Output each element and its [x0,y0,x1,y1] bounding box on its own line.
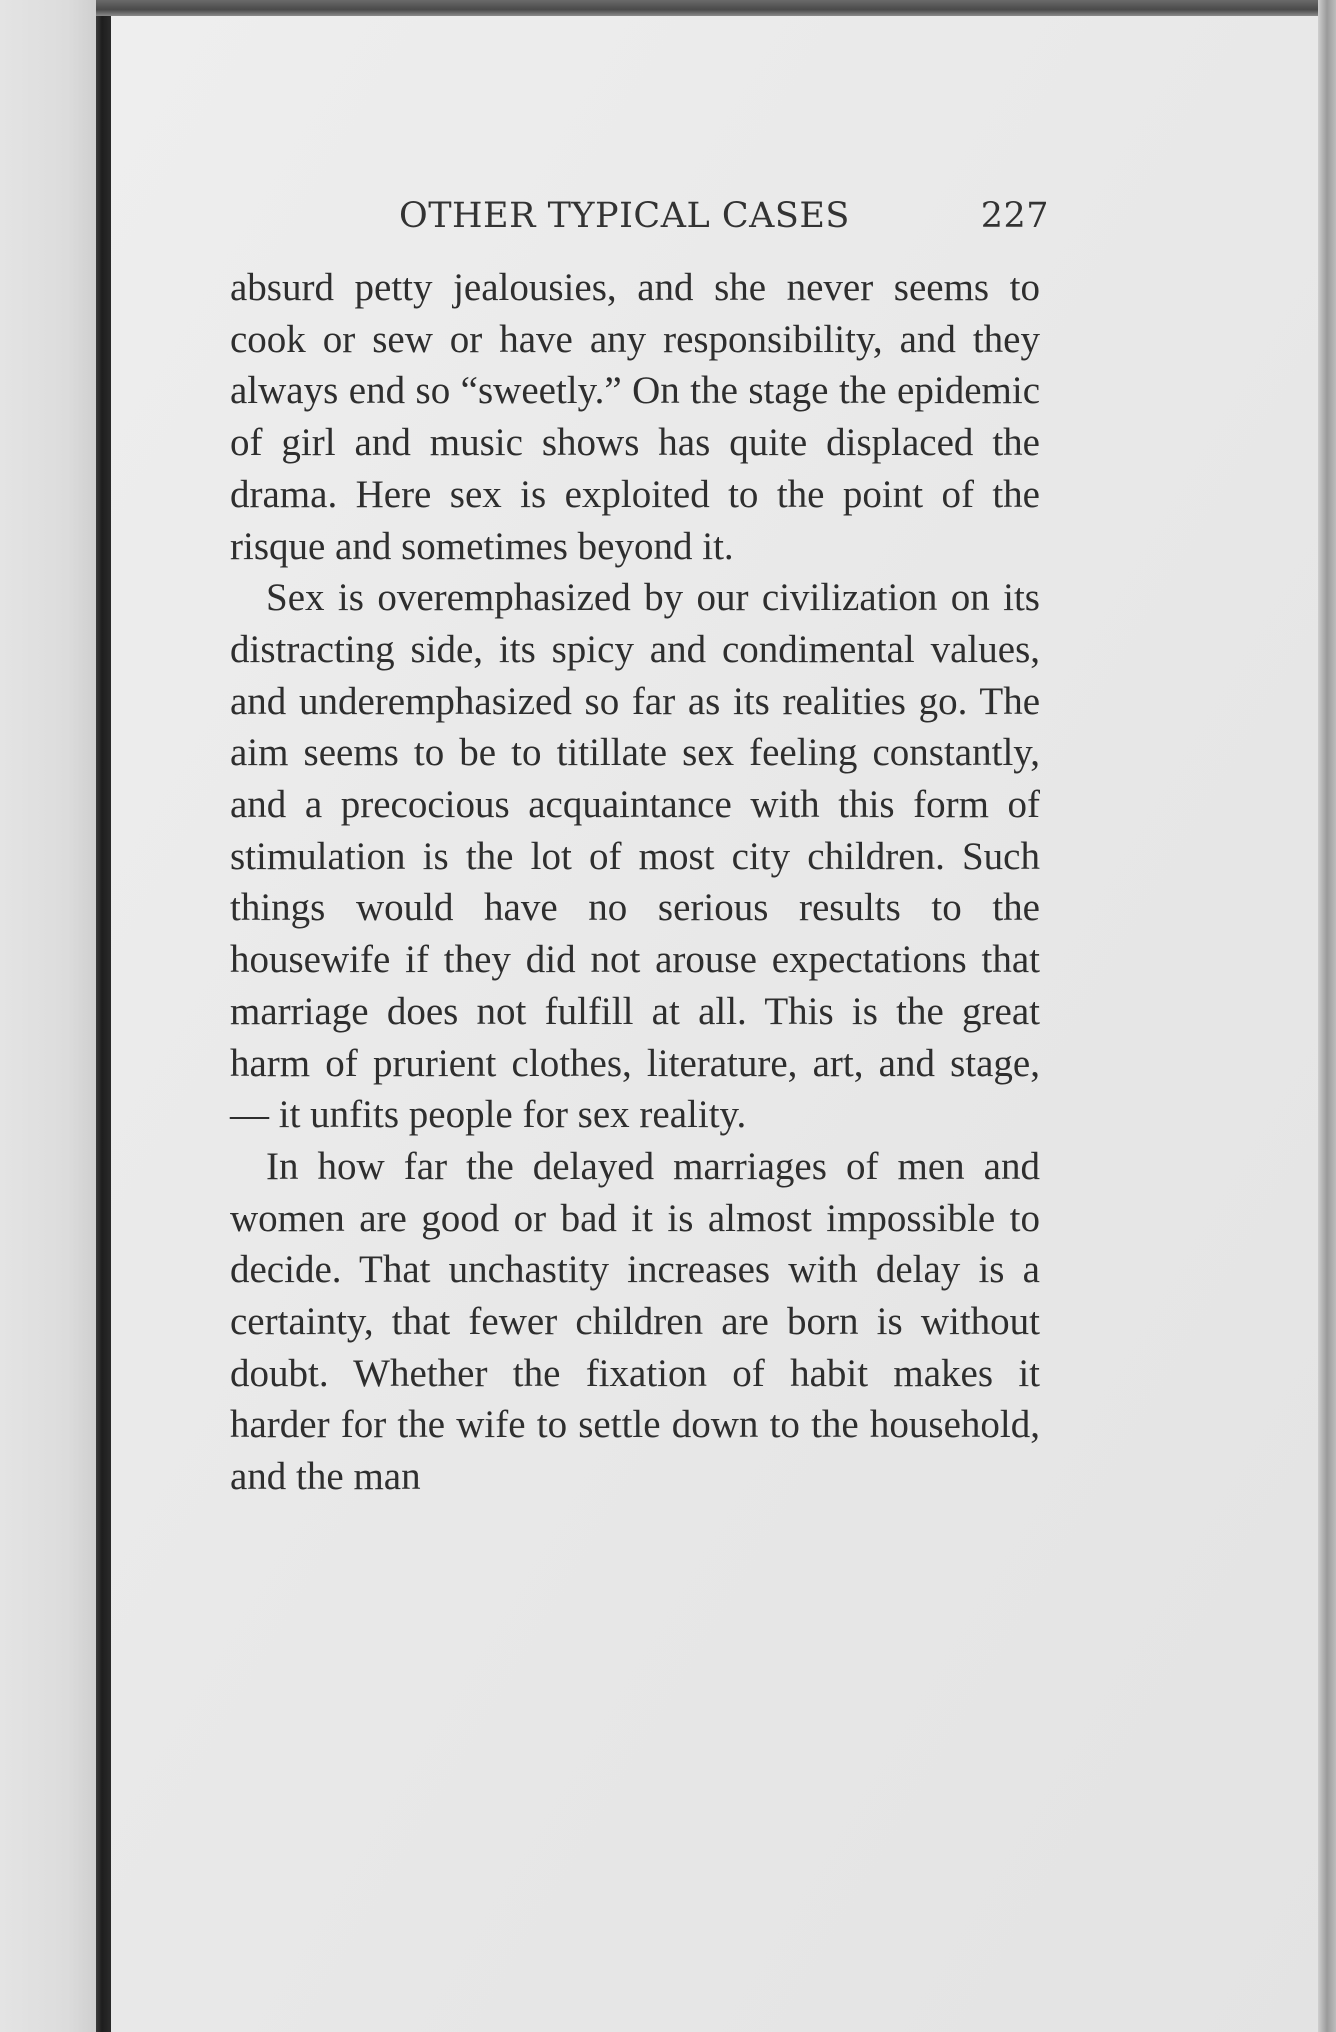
paragraph-continued: absurd petty jealousies, and she never seems to cook or sew or have any responsibility, and they always end so “sweetly.” On the stage the epidemic of girl and music shows has quite displaced the drama. Here sex is exploited to the point of the risque and sometimes beyond it. [230,266,1040,568]
body-text [230,262,1040,1503]
book-spine [96,0,111,2032]
running-header [399,196,1049,246]
paragraph: Sex is overemphasized by our civilization on its distracting side, its spicy and condimental values, and underemphasized so far as its realities go. The aim seems to be to titillate sex feeling constantly, and a precocious acquaintance with this form of stimulation is the lot of most city children. Such things would have no serious results to the housewife if they did not arouse expectations that marriage does not fulfill at all. This is the great harm of prurient clothes, literature, art, and stage, — it unfits people for sex reality. [230,576,1040,1137]
running-title: OTHER TYPICAL CASES [399,196,850,236]
page-top-edge [96,0,1336,16]
paragraph: In how far the delayed marriages of men and women are good or bad it is almost impossible to decide. That unchastity increases with delay is a certainty, that fewer children are born is without doubt. Whether the fixation of habit makes it harder for the wife to settle down to the household, and the man [230,1144,1040,1499]
page-right-edge [1318,0,1336,2032]
page-number: 227 [980,196,1049,236]
facing-page-edge [0,0,96,2032]
